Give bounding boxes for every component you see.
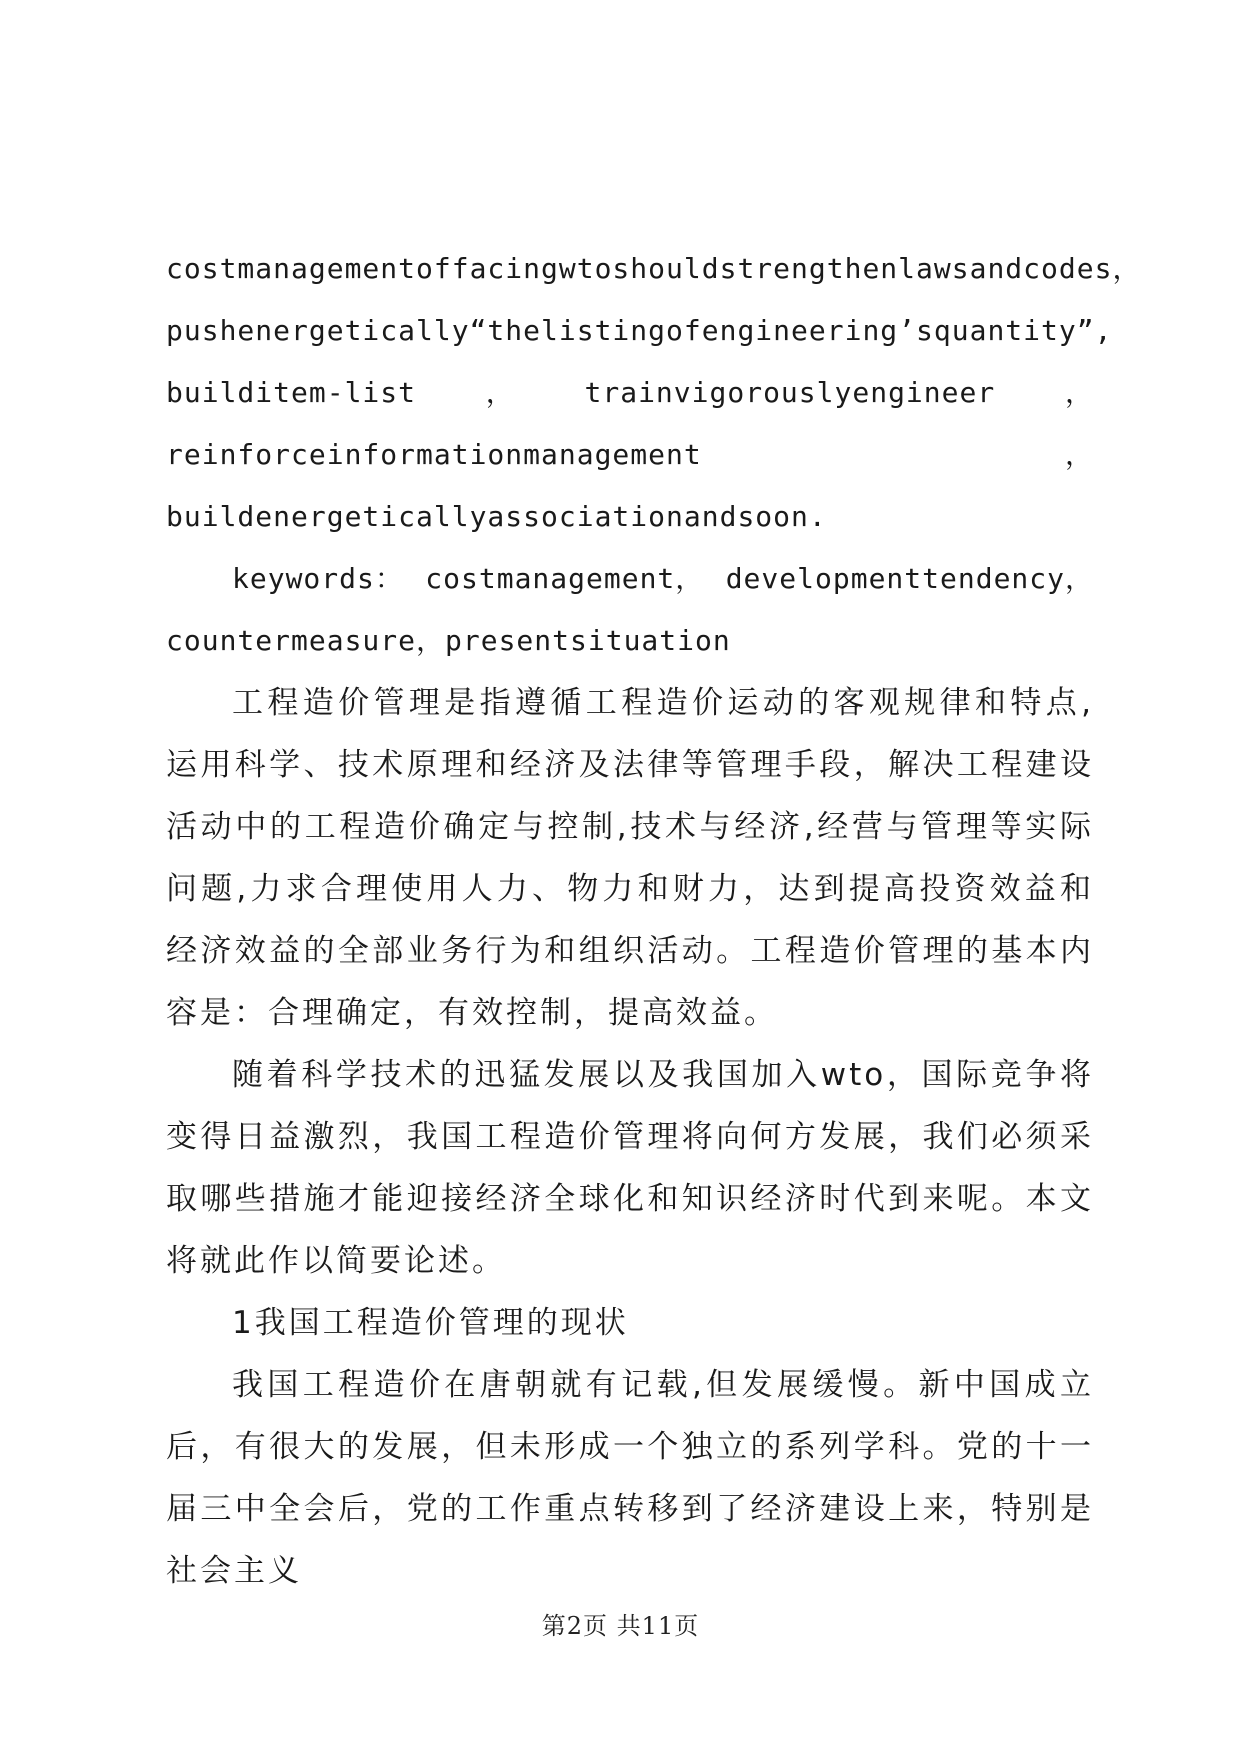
page-footer: 第2页 共11页 (541, 1612, 700, 1640)
keywords-en-line-1 (166, 548, 1094, 610)
abstract-en-line-3-part-4: ， (1064, 376, 1094, 409)
keyword-development-tendency: developmenttendency， (725, 562, 1094, 595)
abstract-en-line-3-part-1: builditem-list (166, 376, 417, 409)
keywords-label: keywords： (232, 562, 404, 595)
abstract-en-line-1: costmanagementoffacingwtoshouldstrengthenlawsandcodes， (166, 252, 1142, 285)
abstract-en-line-4 (166, 424, 1094, 486)
abstract-en-line-4-part-2: ， (1064, 438, 1094, 471)
keyword-cost-management: costmanagement， (425, 562, 705, 595)
keywords-en-line-2: countermeasure，presentsituation (166, 624, 731, 657)
body-paragraph-2: 随着科学技术的迅猛发展以及我国加入wto，国际竞争将变得日益激烈，我国工程造价管理将向何方发展，我们必须采取哪些措施才能迎接经济全球化和知识经济时代到来呢。本文将就此作以简要论述。 (166, 1057, 1094, 1279)
abstract-en-line-5: buildenergeticallyassociationandsoon. (166, 500, 827, 533)
section-heading-1: 1我国工程造价管理的现状 (232, 1305, 629, 1341)
abstract-en-line-4-part-1: reinforceinformationmanagement (166, 438, 702, 471)
page-content (166, 238, 1142, 1602)
abstract-en-line-2: pushenergetically“thelistingofengineering’squantity”, (166, 314, 1113, 347)
body-paragraph-3: 我国工程造价在唐朝就有记载,但发展缓慢。新中国成立后，有很大的发展，但未形成一个独立的系列学科。党的十一届三中全会后，党的工作重点转移到了经济建设上来，特别是社会主义 (166, 1367, 1094, 1589)
abstract-en-line-3 (166, 362, 1094, 424)
abstract-en-line-3-part-3: trainvigorouslyengineer (584, 376, 996, 409)
body-paragraph-1: 工程造价管理是指遵循工程造价运动的客观规律和特点,运用科学、技术原理和经济及法律等管理手段，解决工程建设活动中的工程造价确定与控制,技术与经济,经营与管理等实际问题,力求合理使用人力、物力和财力，达到提高投资效益和经济效益的全部业务行为和组织活动。工程造价管理的基本内容是：合理确定，有效控制，提高效益。 (166, 685, 1094, 1031)
abstract-en-line-3-part-2: ， (485, 376, 515, 409)
